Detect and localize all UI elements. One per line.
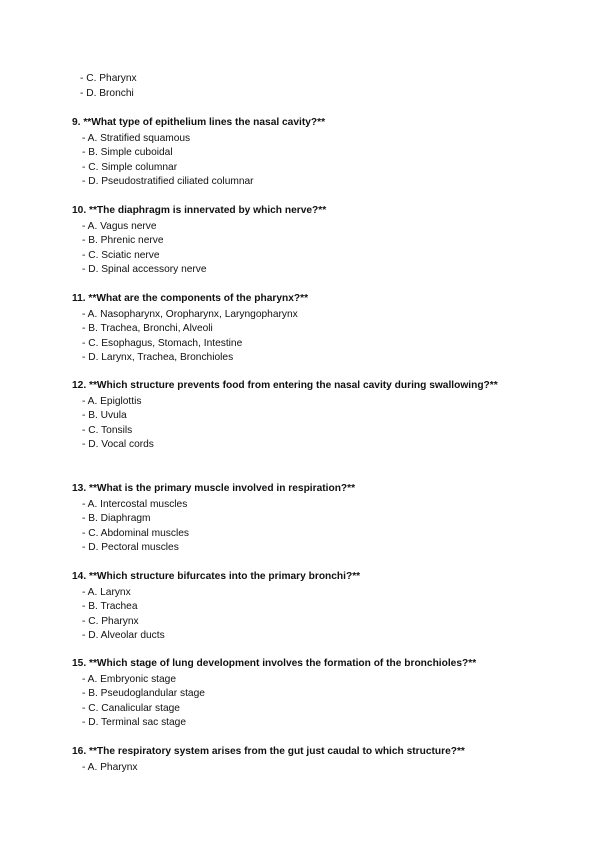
option: - D. Spinal accessory nerve xyxy=(82,264,207,276)
option: - C. Sciatic nerve xyxy=(82,249,160,261)
option: - C. Canalicular stage xyxy=(82,702,180,714)
option: - A. Vagus nerve xyxy=(82,220,157,232)
option: - D. Vocal cords xyxy=(82,439,154,451)
option: - C. Simple columnar xyxy=(82,161,178,173)
option: - B. Trachea xyxy=(82,601,138,613)
option: - B. Simple cuboidal xyxy=(82,147,173,159)
option: - C. Pharynx xyxy=(82,615,139,627)
option: - A. Intercostal muscles xyxy=(82,498,188,510)
option: - A. Embryonic stage xyxy=(82,673,176,685)
option: - D. Larynx, Trachea, Bronchioles xyxy=(82,352,234,364)
question-text: 9. **What type of epithelium lines the nasal cavity?** xyxy=(72,117,326,128)
continued-options xyxy=(80,72,137,101)
option: - B. Phrenic nerve xyxy=(82,235,164,247)
option: - D. Pectoral muscles xyxy=(82,542,179,554)
option: - A. Epiglottis xyxy=(82,395,142,407)
option-list xyxy=(82,673,532,731)
option: - A. Pharynx xyxy=(82,761,138,773)
option: - C. Esophagus, Stomach, Intestine xyxy=(82,337,243,349)
question-11 xyxy=(72,292,532,366)
option: - A. Stratified squamous xyxy=(82,132,191,144)
option: - A. Nasopharynx, Oropharynx, Laryngopharynx xyxy=(82,308,298,320)
question-13 xyxy=(72,482,532,556)
option-list xyxy=(82,586,532,644)
option: - C. Pharynx xyxy=(80,73,137,84)
option-list xyxy=(82,395,532,453)
question-14 xyxy=(72,570,532,644)
option-list xyxy=(82,308,532,366)
option: - C. Abdominal muscles xyxy=(82,527,190,539)
option-list xyxy=(82,220,532,278)
question-text: 14. **Which structure bifurcates into the primary bronchi?** xyxy=(72,571,361,582)
option: - B. Diaphragm xyxy=(82,513,151,525)
question-10 xyxy=(72,204,532,278)
question-text: 15. **Which stage of lung development involves the formation of the bronchioles?** xyxy=(72,658,477,669)
question-text: 13. **What is the primary muscle involved in respiration?** xyxy=(72,483,356,494)
option: - B. Pseudoglandular stage xyxy=(82,688,205,700)
question-text: 12. **Which structure prevents food from entering the nasal cavity during swallowing?** xyxy=(72,380,498,391)
option: - A. Larynx xyxy=(82,586,131,598)
option: - D. Terminal sac stage xyxy=(82,717,186,729)
question-9 xyxy=(72,116,532,190)
question-16 xyxy=(72,745,532,775)
option: - D. Pseudostratified ciliated columnar xyxy=(82,176,254,188)
option: - C. Tonsils xyxy=(82,424,133,436)
option-list xyxy=(82,761,532,776)
option: - B. Trachea, Bronchi, Alveoli xyxy=(82,323,213,335)
option: - D. Alveolar ducts xyxy=(82,630,165,642)
question-text: 10. **The diaphragm is innervated by which nerve?** xyxy=(72,205,327,216)
question-text: 16. **The respiratory system arises from the gut just caudal to which structure?** xyxy=(72,746,465,757)
option: - D. Bronchi xyxy=(80,87,134,99)
question-text: 11. **What are the components of the pharynx?** xyxy=(72,293,309,304)
option-list xyxy=(82,132,532,190)
question-15 xyxy=(72,657,532,731)
option-list xyxy=(82,498,532,556)
question-12 xyxy=(72,379,532,453)
option: - B. Uvula xyxy=(82,410,127,422)
